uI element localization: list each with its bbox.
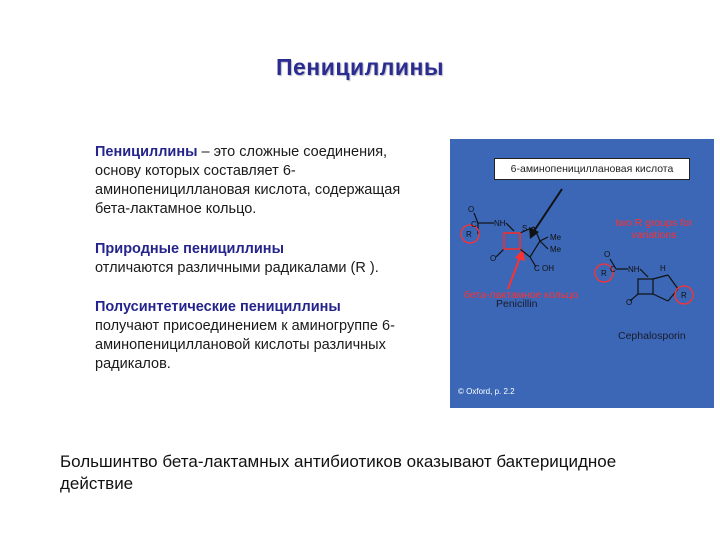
semisynthetic-penicillins-paragraph — [95, 298, 435, 374]
penicillin-atoms — [466, 205, 562, 273]
svg-text:C: C — [534, 264, 540, 273]
page-title: Пенициллины — [275, 54, 445, 80]
natural-penicillins-paragraph — [95, 240, 435, 278]
beta-lactam-note: бета-лактамное кольцо — [464, 289, 578, 301]
svg-text:O: O — [468, 205, 475, 214]
figure-credit: © Oxford, p. 2.2 — [458, 387, 515, 396]
svg-text:Me: Me — [550, 245, 562, 254]
cephalosporin-skeleton — [610, 259, 678, 301]
definition-paragraph — [95, 143, 425, 219]
definition-text: – это сложные соединения, основу которых составляет 6-аминопенициллановая кислота, содержащая бета-лактамное кольцо. — [95, 144, 401, 217]
conclusion-text: Большинтво бета-лактамных антибиотиков оказывают бактерицидное действие — [60, 452, 617, 493]
arrow-head-ring — [515, 249, 525, 261]
arrow-to-ring — [508, 257, 520, 289]
figure-label: 6-аминопенициллановая кислота — [494, 158, 690, 180]
beta-lactam-ring-highlight — [504, 233, 520, 249]
structure-figure — [450, 139, 714, 408]
svg-text:Me: Me — [550, 233, 562, 242]
natural-penicillins-term: Природные пенициллины — [95, 241, 284, 257]
r-groups-note — [604, 217, 704, 241]
semisynthetic-penicillins-term: Полусинтетические пенициллины — [95, 299, 341, 315]
svg-text:R: R — [681, 291, 687, 300]
svg-text:C: C — [471, 220, 477, 229]
penicillin-label: Penicillin — [496, 298, 538, 310]
natural-penicillins-text: отличаются различными радикалами (R ). — [95, 260, 379, 276]
svg-text:O: O — [626, 298, 633, 307]
svg-text:O: O — [604, 250, 611, 259]
definition-term: Пенициллины — [95, 144, 198, 160]
semisynthetic-penicillins-text: получают присоединением к аминогруппе 6-аминопенициллановой кислоты различных радикалов. — [95, 318, 395, 372]
svg-text:NH: NH — [628, 265, 640, 274]
svg-text:S: S — [522, 224, 528, 233]
svg-text:C: C — [610, 265, 616, 274]
r-groups-note-line1: two R groups for — [615, 217, 693, 229]
svg-text:OH: OH — [542, 264, 554, 273]
penicillin-skeleton — [474, 213, 548, 267]
svg-text:O: O — [490, 254, 497, 263]
svg-text:H: H — [660, 264, 666, 273]
cephalosporin-label: Cephalosporin — [618, 330, 686, 342]
r-groups-note-line2: variations — [631, 229, 677, 241]
arrow-to-core — [534, 189, 562, 231]
svg-text:R: R — [601, 269, 607, 278]
svg-text:R: R — [466, 230, 472, 239]
svg-text:NH: NH — [494, 219, 506, 228]
